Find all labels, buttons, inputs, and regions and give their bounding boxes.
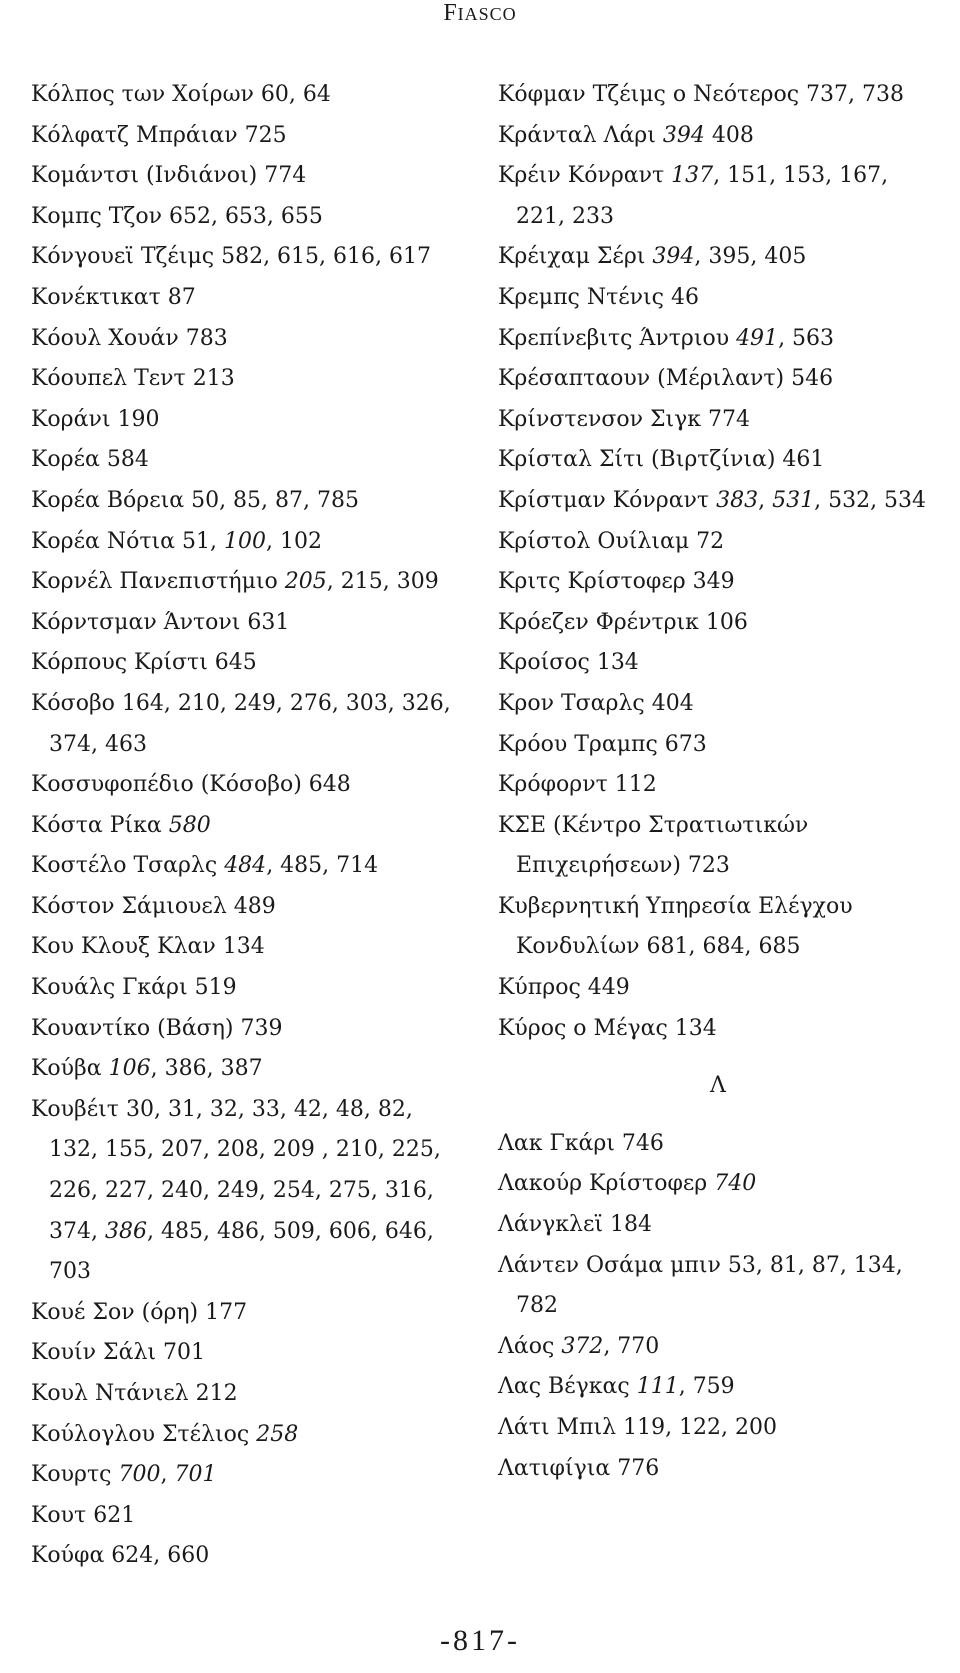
- index-entry: [498, 481, 938, 522]
- index-entry-text: Κρον Τσαρλς 404: [498, 690, 694, 716]
- index-entry-page-italic: 491: [736, 325, 779, 351]
- index-entry-text: Λακ Γκάρι 746: [498, 1130, 664, 1156]
- index-entry-text: Κουτ 621: [31, 1502, 136, 1528]
- index-entry: [31, 887, 461, 928]
- index-entry-page-italic: 701: [174, 1462, 217, 1488]
- index-entry-text: Κορέα Νότια 51,: [31, 528, 224, 554]
- index-entry: [498, 684, 938, 725]
- index-entry-text: Κουαντίκο (Βάση) 739: [31, 1015, 283, 1041]
- index-entry: [31, 197, 461, 238]
- index-entry: [498, 400, 938, 441]
- index-entry-text: Κούβα: [31, 1056, 109, 1082]
- index-entry-text: Κριτς Κρίστοφερ 349: [498, 569, 735, 595]
- index-entry: [498, 1367, 938, 1408]
- index-entry-text: Κρέσαπταουν (Μέριλαντ) 546: [498, 366, 834, 392]
- index-entry-text: Κροίσος 134: [498, 650, 639, 676]
- index-entry: [31, 1536, 461, 1577]
- index-entry: [498, 1164, 938, 1205]
- running-header-initial: F: [443, 0, 458, 26]
- index-entry-text: Κόουπελ Τεντ 213: [31, 366, 235, 392]
- index-entry-text: , 759: [678, 1374, 735, 1400]
- index-entry: [498, 968, 938, 1009]
- index-entry-text: Κόφμαν Τζέιμς ο Νεότερος 737, 738: [498, 82, 905, 107]
- index-entry-text: Κοράνι 190: [31, 406, 160, 432]
- index-entry: [31, 278, 461, 319]
- index-entry-text: , 395, 405: [694, 244, 807, 270]
- index-entry: [498, 765, 938, 806]
- index-entry: [498, 440, 938, 481]
- index-entry: [31, 156, 461, 197]
- index-entry-page-italic: 580: [168, 812, 211, 838]
- index-entry-text: Κράνταλ Λάρι: [498, 122, 663, 148]
- index-entry-text: Κύπρος 449: [498, 975, 630, 1001]
- index-entry: [31, 1415, 461, 1456]
- index-entry-text: ,: [160, 1462, 175, 1488]
- index-entry-text: Κούλογλου Στέλιος: [31, 1421, 257, 1447]
- index-entry-text: Κορέα 584: [31, 447, 149, 473]
- index-entry-text: Κόστον Σάμιουελ 489: [31, 893, 276, 919]
- index-column-left: [31, 75, 461, 1577]
- index-entry-text: Κουβέιτ 30, 31, 32, 33, 42, 48, 82, 132, 155, 207, 208, 209 , 210, 225, 226, 227, 240, 249, 254, 275, 316, 374,: [31, 1096, 441, 1244]
- index-entry-text: Κουέ Σον (όρη) 177: [31, 1299, 248, 1325]
- index-entry-text: Κόνγουεϊ Τζέιμς 582, 615, 616, 617: [31, 244, 431, 270]
- index-entry: [498, 116, 938, 157]
- index-entry-text: Κούφα 624, 660: [31, 1543, 210, 1569]
- index-entry-text: , 102: [265, 528, 322, 554]
- running-header-rest: IASCO: [457, 4, 517, 24]
- index-entry-text: ΚΣΕ (Κέντρο Στρατιωτικών Επιχειρήσεων) 723: [498, 812, 809, 879]
- index-entry-text: Κρέιχαμ Σέρι: [498, 244, 653, 270]
- page-number: -817-: [440, 1624, 520, 1657]
- index-entry: [31, 806, 461, 847]
- index-entry-page-italic: 394: [652, 244, 695, 270]
- index-entry-text: Κουλ Ντάνιελ 212: [31, 1381, 238, 1406]
- index-entry-text: Κουάλς Γκάρι 519: [31, 975, 237, 1001]
- index-entry: [498, 1124, 938, 1165]
- index-entry-page-italic: 106: [108, 1056, 151, 1082]
- index-entry: [31, 319, 461, 360]
- index-entry: [31, 846, 461, 887]
- index-entry-text: , 770: [603, 1333, 660, 1359]
- index-entry-text: Λάντεν Οσάμα μπιν 53, 81, 87, 134, 782: [498, 1252, 903, 1319]
- index-entry-text: , 485, 486, 509, 606, 646, 703: [49, 1218, 434, 1285]
- index-entry: [498, 522, 938, 563]
- index-entry: [31, 1293, 461, 1334]
- index-entry: [498, 1246, 938, 1327]
- index-entry-text: Κόρπους Κρίστι 645: [31, 650, 257, 676]
- index-entry-text: Κρέιν Κόνραντ: [498, 163, 672, 189]
- index-entry-text: Λάνγκλεϊ 184: [498, 1212, 652, 1238]
- index-entry: [31, 237, 461, 278]
- index-entry-text: , 386, 387: [150, 1056, 263, 1082]
- index-entry-page-italic: 100: [223, 528, 266, 554]
- index-entry: [31, 968, 461, 1009]
- index-entry: [31, 1333, 461, 1374]
- index-entry: [31, 75, 461, 116]
- index-entry-text: Κονέκτικατ 87: [31, 284, 196, 310]
- index-entry: [498, 562, 938, 603]
- index-entry: [31, 927, 461, 968]
- index-entry-text: Κόστα Ρίκα: [31, 812, 169, 838]
- index-entry: [31, 643, 461, 684]
- index-column-right: [498, 75, 938, 1489]
- index-entry: [31, 1374, 461, 1415]
- index-entry-text: Κόσοβο 164, 210, 249, 276, 303, 326, 374, 463: [31, 690, 451, 757]
- section-letter-heading: Λ: [710, 1073, 726, 1099]
- index-entry-text: ,: [758, 487, 773, 513]
- index-entry: [31, 359, 461, 400]
- index-entry-page-italic: 258: [256, 1421, 299, 1447]
- index-entry-text: Κύρος ο Μέγας 134: [498, 1015, 717, 1041]
- index-entry: [498, 319, 938, 360]
- index-entry: [31, 1009, 461, 1050]
- index-entry-text: Κουίν Σάλι 701: [31, 1340, 206, 1366]
- index-entry-text: Λακούρ Κρίστοφερ: [498, 1171, 715, 1197]
- index-entry-text: Κρόεζεν Φρέντρικ 106: [498, 609, 748, 635]
- index-entry-text: 408: [704, 122, 754, 148]
- index-entry: [498, 278, 938, 319]
- index-entry-text: Λατιφίγια 776: [498, 1455, 660, 1481]
- index-entry-text: Κομάντσι (Ινδιάνοι) 774: [31, 163, 307, 189]
- index-entry: [498, 359, 938, 400]
- index-entry: [498, 156, 938, 237]
- index-entry-text: Κυβερνητική Υπηρεσία Ελέγχου Κονδυλίων 681, 684, 685: [498, 893, 853, 960]
- index-entry: [498, 725, 938, 766]
- index-entry-text: Κομπς Τζον 652, 653, 655: [31, 203, 323, 229]
- index-entry-page-italic: 394: [662, 122, 705, 148]
- index-entry-page-italic: 740: [714, 1171, 757, 1197]
- index-entry-page-italic: 484: [224, 853, 267, 879]
- index-entry-text: Κοστέλο Τσαρλς: [31, 853, 225, 879]
- index-entry-text: Κορέα Βόρεια 50, 85, 87, 785: [31, 487, 360, 513]
- index-entry-text: Λάτι Μπιλ 119, 122, 200: [498, 1415, 778, 1440]
- index-entry: [498, 237, 938, 278]
- index-entry: [31, 1090, 461, 1293]
- index-entry-text: Κόλφατζ Μπράιαν 725: [31, 122, 287, 148]
- index-entry-text: Κρίστολ Ουίλιαμ 72: [498, 528, 725, 554]
- index-entry: [31, 765, 461, 806]
- index-entry-text: , 563: [778, 325, 835, 351]
- index-entry: [498, 1327, 938, 1368]
- index-entry: [31, 603, 461, 644]
- index-entry-text: Κουρτς: [31, 1462, 119, 1488]
- index-entry-page-italic: 700: [118, 1462, 161, 1488]
- index-entry: [31, 116, 461, 157]
- index-entry-text: Κρόου Τραμπς 673: [498, 731, 707, 757]
- index-entry: [31, 1496, 461, 1537]
- index-entry-page-italic: 386: [104, 1218, 147, 1244]
- index-entry-page-italic: 383: [716, 487, 759, 513]
- index-entry: [31, 1455, 461, 1496]
- index-entry-text: Κορνέλ Πανεπιστήμιο: [31, 569, 285, 595]
- index-entry: [31, 522, 461, 563]
- index-entry-text: , 151, 153, 167, 221, 233: [516, 163, 889, 229]
- index-entry: [31, 481, 461, 522]
- index-entry: [498, 806, 938, 887]
- index-entry-page-italic: 137: [671, 163, 714, 189]
- index-entry-text: , 215, 309: [326, 569, 439, 595]
- index-entry-text: Κόλπος των Χοίρων 60, 64: [31, 82, 331, 107]
- index-entry-page-italic: 531: [772, 487, 815, 513]
- index-entry: [31, 400, 461, 441]
- index-entry-text: Κρόφορντ 112: [498, 772, 657, 798]
- index-entry-text: Κρίσταλ Σίτι (Βιρτζίνια) 461: [498, 447, 825, 473]
- index-entry: [498, 1408, 938, 1449]
- index-entry: [31, 440, 461, 481]
- index-entry-text: Κρεπίνεβιτς Άντριου: [498, 325, 737, 351]
- index-entry-text: Κόρντσμαν Άντονι 631: [31, 609, 290, 635]
- index-entry: [498, 1009, 938, 1050]
- index-entry-text: Κόουλ Χουάν 783: [31, 325, 228, 351]
- index-entry-page-italic: 372: [561, 1333, 604, 1359]
- index-entry: [498, 75, 938, 116]
- index-entry: [498, 1205, 938, 1246]
- index-entry-text: Λας Βέγκας: [498, 1374, 637, 1400]
- index-entry: [498, 643, 938, 684]
- index-entry: [498, 1449, 938, 1490]
- running-header: [0, 0, 960, 27]
- index-entry-text: Κρίνστενσον Σιγκ 774: [498, 406, 751, 432]
- index-entry-text: , 532, 534: [814, 487, 927, 513]
- index-entry-page-italic: 205: [284, 569, 327, 595]
- index-entry: [31, 1049, 461, 1090]
- index-entry: [31, 562, 461, 603]
- index-entry-page-italic: 111: [636, 1374, 679, 1400]
- index-entry: [31, 684, 461, 765]
- index-entry-text: Κοσσυφοπέδιο (Κόσοβο) 648: [31, 772, 351, 798]
- index-entry-text: Κου Κλουξ Κλαν 134: [31, 934, 265, 960]
- index-entry-text: , 485, 714: [266, 853, 379, 879]
- index-entry: [498, 603, 938, 644]
- index-entry-text: Λάος: [498, 1333, 562, 1359]
- index-entry-text: Κρεμπς Ντένις 46: [498, 284, 699, 310]
- index-entry: [498, 887, 938, 968]
- index-entry-text: Κρίστμαν Κόνραντ: [498, 487, 717, 513]
